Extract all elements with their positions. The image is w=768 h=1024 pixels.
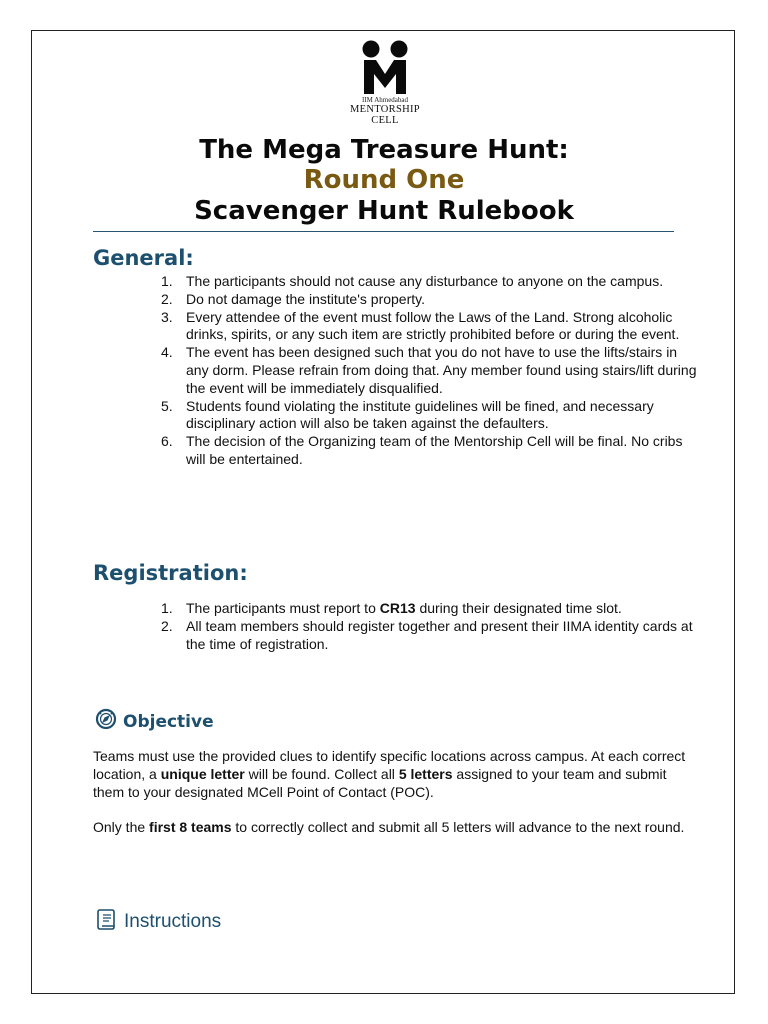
text-run: Teams must use the provided clues to identify specific locations across campus. At each correct location, a bbox=[93, 748, 686, 782]
text-run: The participants must report to bbox=[186, 600, 380, 616]
list-item bbox=[161, 309, 701, 345]
scroll-icon bbox=[95, 907, 117, 936]
bold-text: first 8 teams bbox=[149, 819, 232, 835]
list-text: All team members should register together and present their IIMA identity cards at the time of registration. bbox=[186, 617, 693, 652]
text-run: during their designated time slot. bbox=[415, 600, 622, 616]
list-text: Every attendee of the event must follow the Laws of the Land. Strong alcoholic drinks, spirits, or any such item are strictly prohibited before or during the event. bbox=[186, 308, 680, 343]
general-rules-list bbox=[161, 273, 701, 469]
mentorship-cell-logo bbox=[340, 40, 430, 126]
registration-heading: Registration: bbox=[93, 561, 248, 585]
title-line1: The Mega Treasure Hunt: bbox=[199, 135, 569, 165]
logo-name-line1: MENTORSHIP bbox=[350, 104, 420, 115]
text-run: Only the bbox=[93, 819, 150, 835]
registration-list bbox=[161, 600, 701, 653]
list-item bbox=[161, 398, 701, 434]
list-text: The participants should not cause any disturbance to anyone on the campus. bbox=[186, 273, 664, 289]
objective-paragraph-2 bbox=[93, 819, 693, 837]
list-number: 4. bbox=[161, 344, 173, 361]
list-number: 3. bbox=[161, 308, 173, 325]
title-line3: Scavenger Hunt Rulebook bbox=[194, 196, 574, 226]
text-run: assigned to your team and submit them to your designated MCell Point of Contact (POC). bbox=[93, 765, 667, 800]
mentorship-logo-icon bbox=[360, 40, 410, 96]
list-item bbox=[161, 344, 701, 397]
list-item bbox=[161, 273, 701, 291]
list-item bbox=[161, 600, 701, 618]
list-text: The event has been designed such that you do not have to use the lifts/stairs in any dorm. Please refrain from doing that. Any member found using stairs/lift during the event will be immediately disqualified. bbox=[186, 344, 697, 396]
logo-subtitle: IIM Ahmedabad bbox=[361, 96, 409, 104]
logo-name-line2: CELL bbox=[371, 115, 399, 126]
general-heading: General: bbox=[93, 246, 194, 270]
list-text: Do not damage the institute's property. bbox=[186, 290, 425, 307]
objective-paragraph-1 bbox=[93, 748, 693, 801]
list-text bbox=[186, 600, 622, 616]
instructions-heading: Instructions bbox=[124, 910, 222, 932]
list-number: 2. bbox=[161, 290, 173, 307]
title-divider bbox=[93, 231, 674, 232]
list-number: 1. bbox=[161, 600, 173, 616]
list-number: 1. bbox=[161, 273, 173, 289]
list-text: Students found violating the institute guidelines will be fined, and necessary disciplinary action will also be taken against the defaulters. bbox=[186, 397, 654, 432]
list-item bbox=[161, 618, 701, 654]
objective-section-header bbox=[95, 708, 214, 735]
instructions-section-header bbox=[95, 907, 221, 936]
list-item bbox=[161, 433, 701, 469]
room-name: CR13 bbox=[379, 600, 416, 616]
compass-icon bbox=[95, 708, 117, 735]
list-item bbox=[161, 291, 701, 309]
text-run: to correctly collect and submit all 5 letters will advance to the next round. bbox=[231, 819, 685, 835]
objective-heading: Objective bbox=[123, 711, 214, 732]
text-run: will be found. Collect all bbox=[244, 765, 399, 782]
list-number: 2. bbox=[161, 617, 173, 634]
bold-text: 5 letters bbox=[398, 765, 453, 782]
title-round-one: Round One bbox=[303, 165, 465, 195]
list-number: 5. bbox=[161, 397, 173, 414]
bold-text: unique letter bbox=[160, 765, 245, 782]
list-number: 6. bbox=[161, 433, 173, 450]
list-text: The decision of the Organizing team of the Mentorship Cell will be final. No cribs will be entertained. bbox=[186, 433, 683, 467]
